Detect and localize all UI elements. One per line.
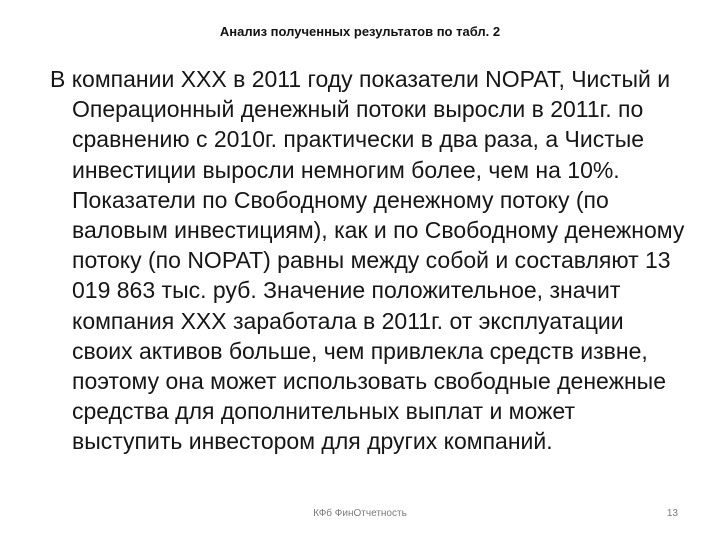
body-text: [50, 64, 690, 457]
body-paragraph: В компании XXX в 2011 году показатели NOPAT, Чистый и Операционный денежный потоки выросли в 2011г. по сравнению с 2010г. практически в два раза, а Чистые инвестиции выросли немногим более, чем на 10%. Показатели по Свободному денежному потоку (по валовым инвестициям), как и по Свободному денежному потоку (по NOPAT) равны между собой и составляют 13 019 863 тыс. руб. Значение положительное, значит компания XXX заработала в 2011г. от эксплуатации своих активов больше, чем привлекла средств извне, поэтому она может использовать свободные денежные средства для дополнительных выплат и может выступить инвестором для других компаний.: [50, 66, 685, 455]
page-number: 13: [666, 508, 678, 519]
slide-title: Анализ полученных результатов по табл. 2: [219, 24, 501, 39]
footer-text: КФб ФинОтчетность: [313, 508, 407, 519]
